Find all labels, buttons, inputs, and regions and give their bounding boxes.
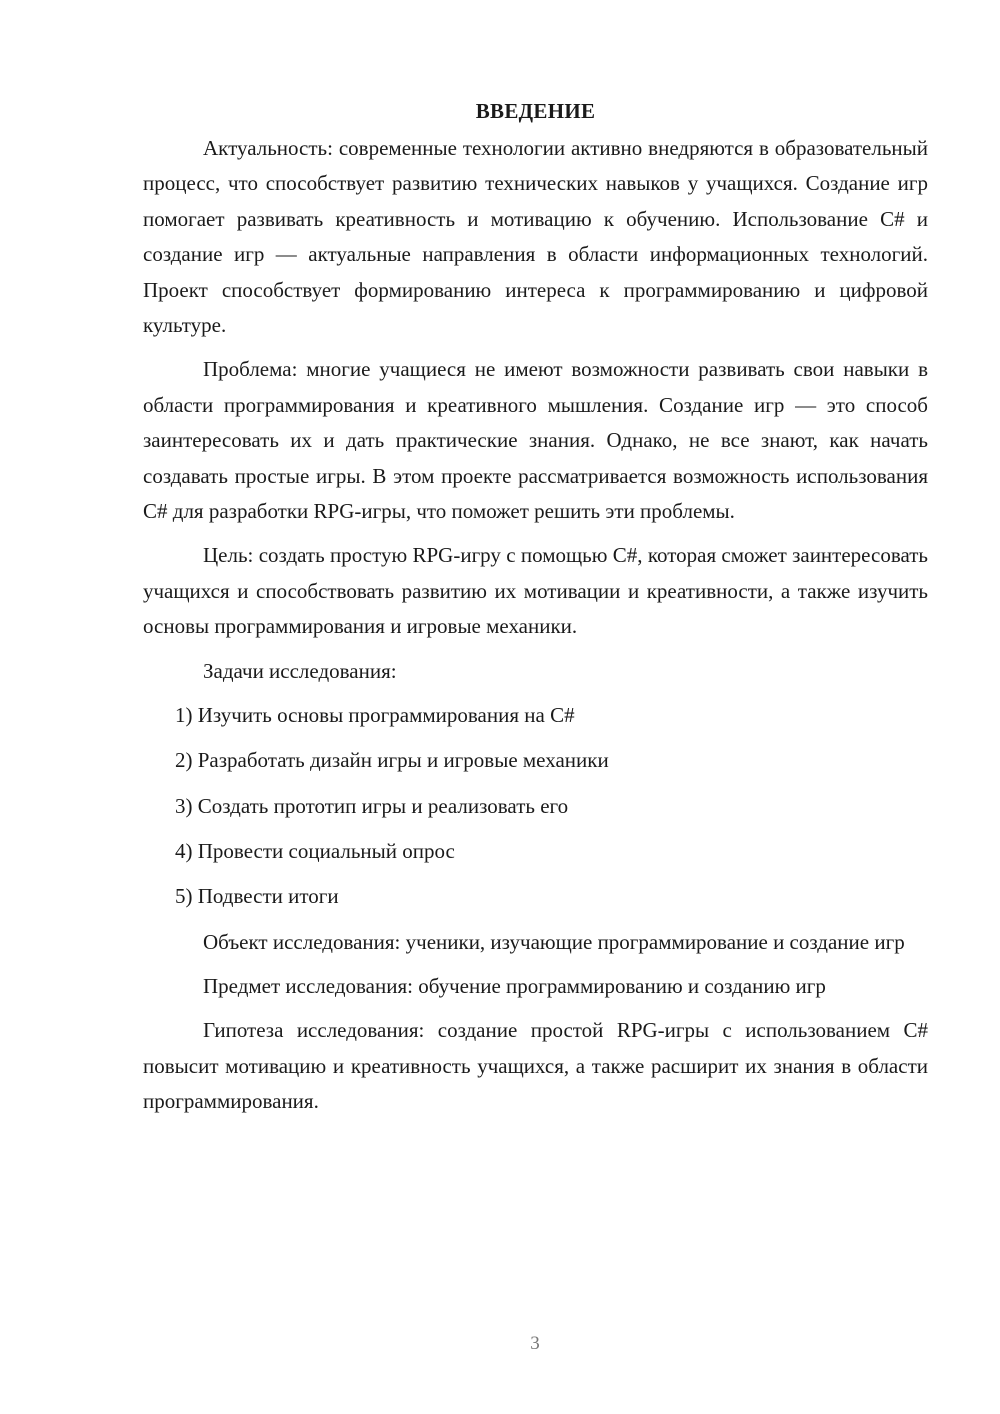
paragraph-problem: Проблема: многие учащиеся не имеют возможности развивать свои навыки в области программирования и креативного мышления. Создание игр — это способ заинтересовать их и дать практические знания. Однако, не все знают, как начать создавать простые игры. В этом проекте рассматривается возможность использования C# для разработки RPG-игры, что поможет решить эти проблемы. (143, 357, 928, 524)
paragraph-object: Объект исследования: ученики, изучающие программирование и создание игр (203, 929, 905, 954)
document-page (143, 95, 928, 1129)
list-item: 4) Провести социальный опрос (175, 838, 455, 863)
tasks-list (143, 698, 928, 915)
tasks-heading: Задачи исследования: (203, 658, 397, 683)
paragraph-goal: Цель: создать простую RPG-игру с помощью C#, которая сможет заинтересовать учащихся и способствовать развитию их мотивации и креативности, а также изучить основы программирования и игровые механики. (143, 543, 928, 639)
list-item: 5) Подвести итоги (175, 884, 339, 909)
page-number: 3 (530, 1333, 540, 1354)
page-title: ВВЕДЕНИЕ (475, 99, 596, 123)
list-item: 2) Разработать дизайн игры и игровые механики (175, 748, 609, 773)
paragraph-relevance: Актуальность: современные технологии активно внедряются в образовательный процесс, что способствует развитию технических навыков у учащихся. Создание игр помогает развивать креативность и мотивацию к обучению. Использование C# и создание игр — актуальные направления в области информационных технологий. Проект способствует формированию интереса к программированию и цифровой культуре. (143, 136, 928, 338)
list-item: 3) Создать прототип игры и реализовать его (175, 793, 569, 818)
paragraph-subject: Предмет исследования: обучение программированию и созданию игр (203, 973, 826, 998)
paragraph-hypothesis: Гипотеза исследования: создание простой RPG-игры с использованием C# повысит мотивацию и креативность учащихся, а также расширит их знания в области программирования. (143, 1018, 928, 1114)
list-item: 1) Изучить основы программирования на C# (175, 703, 575, 728)
